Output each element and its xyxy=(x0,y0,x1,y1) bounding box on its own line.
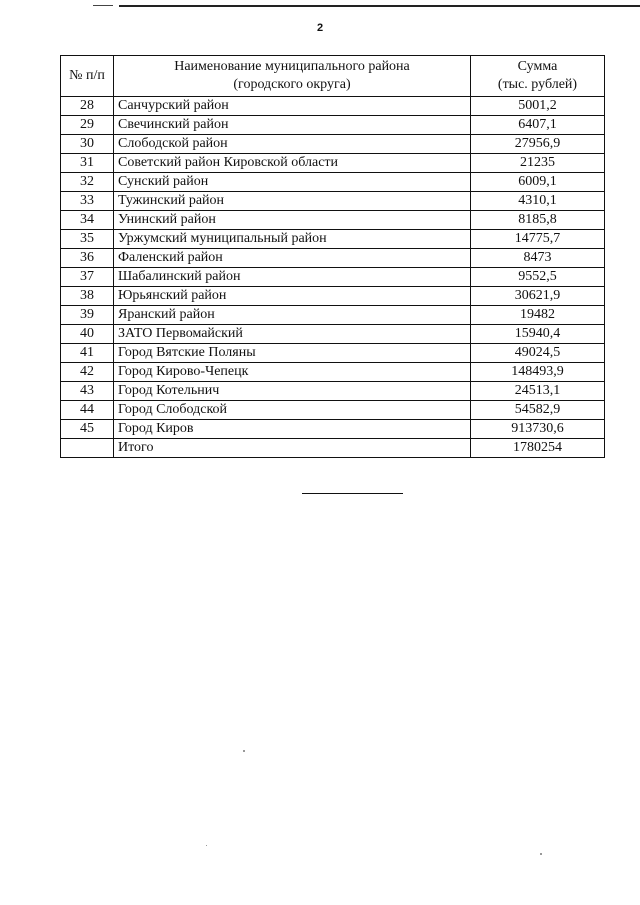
row-num: 42 xyxy=(61,363,114,382)
row-num: 44 xyxy=(61,401,114,420)
row-num: 31 xyxy=(61,154,114,173)
row-sum: 9552,5 xyxy=(471,268,605,287)
row-num: 29 xyxy=(61,116,114,135)
row-name: Сунский район xyxy=(114,173,471,192)
scan-speck xyxy=(206,845,207,846)
table-row xyxy=(61,192,605,211)
row-num: 45 xyxy=(61,420,114,439)
row-num: 37 xyxy=(61,268,114,287)
row-sum: 21235 xyxy=(471,154,605,173)
table-row xyxy=(61,306,605,325)
table-row xyxy=(61,135,605,154)
row-sum: 148493,9 xyxy=(471,363,605,382)
row-sum: 30621,9 xyxy=(471,287,605,306)
row-num: 41 xyxy=(61,344,114,363)
row-name: Фаленский район xyxy=(114,249,471,268)
row-name: Шабалинский район xyxy=(114,268,471,287)
row-name: Унинский район xyxy=(114,211,471,230)
top-border-line xyxy=(119,5,640,7)
table-row xyxy=(61,249,605,268)
row-name: Слободской район xyxy=(114,135,471,154)
row-name: Город Котельнич xyxy=(114,382,471,401)
header-name-line1: Наименование муниципального района xyxy=(174,59,410,74)
header-name-line2: (городского округа) xyxy=(233,77,351,92)
total-sum: 1780254 xyxy=(471,439,605,458)
row-num: 34 xyxy=(61,211,114,230)
table-row xyxy=(61,325,605,344)
table-header-row xyxy=(61,56,605,97)
table-row xyxy=(61,363,605,382)
header-sum-line2: (тыс. рублей) xyxy=(497,77,578,92)
row-name: Тужинский район xyxy=(114,192,471,211)
end-of-document-rule xyxy=(302,493,403,494)
row-sum: 8473 xyxy=(471,249,605,268)
row-name: Свечинский район xyxy=(114,116,471,135)
row-num: 36 xyxy=(61,249,114,268)
header-sum xyxy=(471,56,605,97)
row-sum: 54582,9 xyxy=(471,401,605,420)
row-num: 33 xyxy=(61,192,114,211)
row-sum: 4310,1 xyxy=(471,192,605,211)
row-sum: 5001,2 xyxy=(471,97,605,116)
row-name: Город Киров xyxy=(114,420,471,439)
row-name: Яранский район xyxy=(114,306,471,325)
header-name xyxy=(114,56,471,97)
row-sum: 24513,1 xyxy=(471,382,605,401)
row-num: 28 xyxy=(61,97,114,116)
row-sum: 6009,1 xyxy=(471,173,605,192)
scan-speck xyxy=(540,853,542,855)
header-num: № п/п xyxy=(61,56,114,97)
table-row xyxy=(61,287,605,306)
total-label: Итого xyxy=(114,439,471,458)
table-row xyxy=(61,230,605,249)
row-sum: 6407,1 xyxy=(471,116,605,135)
row-sum: 913730,6 xyxy=(471,420,605,439)
row-name: Город Кирово-Чепецк xyxy=(114,363,471,382)
header-sum-line1: Сумма xyxy=(517,59,558,74)
table-row xyxy=(61,268,605,287)
row-name: Санчурский район xyxy=(114,97,471,116)
row-sum: 49024,5 xyxy=(471,344,605,363)
scan-speck xyxy=(243,750,245,752)
table-row xyxy=(61,173,605,192)
row-name: Уржумский муниципальный район xyxy=(114,230,471,249)
row-sum: 8185,8 xyxy=(471,211,605,230)
row-name: Город Вятские Поляны xyxy=(114,344,471,363)
top-border-fragment xyxy=(93,5,113,6)
table-row xyxy=(61,420,605,439)
row-name: Советский район Кировской области xyxy=(114,154,471,173)
row-sum: 19482 xyxy=(471,306,605,325)
table-row xyxy=(61,154,605,173)
row-num: 30 xyxy=(61,135,114,154)
row-num: 39 xyxy=(61,306,114,325)
row-name: Город Слободской xyxy=(114,401,471,420)
allocation-table xyxy=(60,55,605,458)
row-sum: 15940,4 xyxy=(471,325,605,344)
row-name: ЗАТО Первомайский xyxy=(114,325,471,344)
row-num: 40 xyxy=(61,325,114,344)
row-num: 43 xyxy=(61,382,114,401)
row-num: 32 xyxy=(61,173,114,192)
table-row xyxy=(61,401,605,420)
table-row xyxy=(61,382,605,401)
table-row xyxy=(61,344,605,363)
row-name: Юрьянский район xyxy=(114,287,471,306)
total-row xyxy=(61,439,605,458)
table-row xyxy=(61,97,605,116)
total-num xyxy=(61,439,114,458)
row-sum: 14775,7 xyxy=(471,230,605,249)
table-row xyxy=(61,211,605,230)
row-num: 35 xyxy=(61,230,114,249)
row-num: 38 xyxy=(61,287,114,306)
table-row xyxy=(61,116,605,135)
row-sum: 27956,9 xyxy=(471,135,605,154)
page-number: 2 xyxy=(316,22,324,34)
